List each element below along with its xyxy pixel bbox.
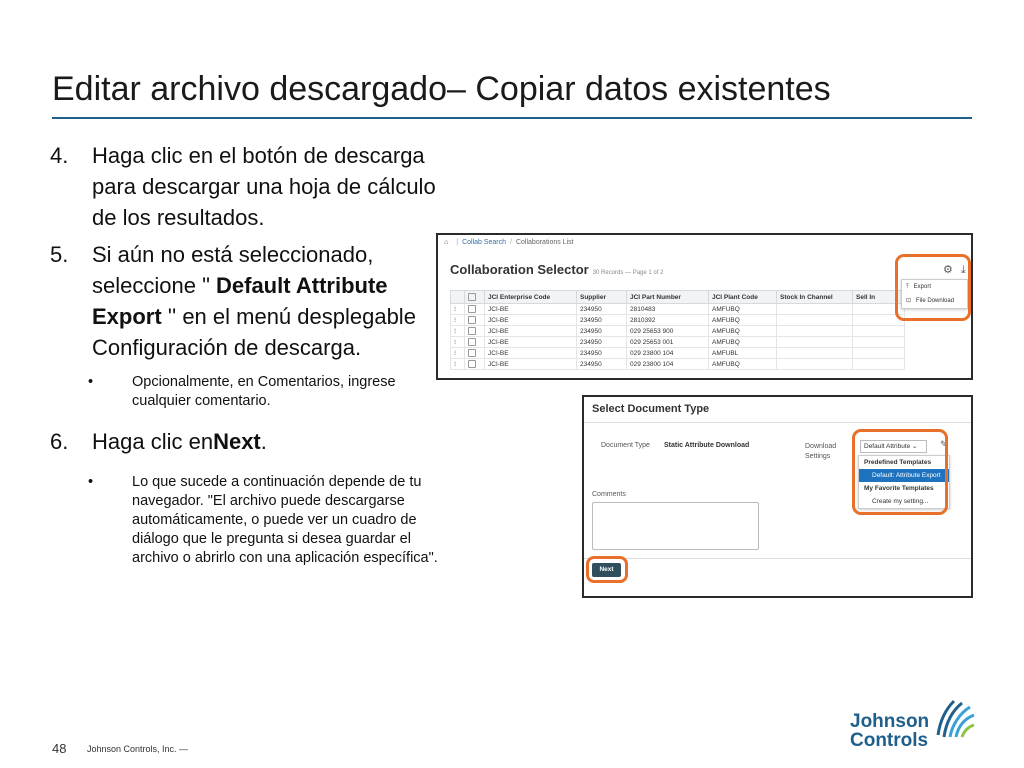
column-header[interactable]: Stock In Channel xyxy=(777,291,853,304)
step-text-post: . xyxy=(260,429,267,454)
bullet-mark: • xyxy=(88,474,94,490)
table-cell: JCI-BE xyxy=(485,348,577,359)
menu-item-label: Export xyxy=(913,284,931,290)
table-cell xyxy=(777,348,853,359)
orange-highlight-frame xyxy=(895,254,971,321)
table-cell: AMFUBQ xyxy=(709,337,777,348)
row-checkbox-cell xyxy=(465,348,485,359)
step-6 xyxy=(50,426,440,457)
step-text-bold: Next xyxy=(213,429,261,454)
table-row[interactable] xyxy=(451,326,905,337)
column-header[interactable]: JCI Part Number xyxy=(627,291,709,304)
breadcrumb xyxy=(444,239,574,246)
column-header[interactable]: JCI Enterprise Code xyxy=(485,291,577,304)
menu-group-label: My Favorite Templates xyxy=(864,485,934,492)
download-settings-label: Download Settings xyxy=(805,443,837,460)
table-cell: 234950 xyxy=(577,337,627,348)
step-text xyxy=(92,239,440,363)
slide-title: Editar archivo descargado– Copiar datos existentes xyxy=(52,70,831,108)
select-all-checkbox-header xyxy=(465,291,485,304)
table-cell xyxy=(777,304,853,315)
column-header[interactable]: Supplier xyxy=(577,291,627,304)
row-checkbox[interactable] xyxy=(468,349,476,357)
bullet-comments xyxy=(88,373,440,411)
row-checkbox[interactable] xyxy=(468,316,476,324)
table-cell: 234950 xyxy=(577,315,627,326)
table-cell: AMFUBQ xyxy=(709,304,777,315)
step-text xyxy=(92,426,440,457)
screen-title: Collaboration Selector xyxy=(450,262,589,277)
bullet-text: Opcionalmente, en Comentarios, ingrese cualquier comentario. xyxy=(132,374,396,409)
table-cell: 029 23800 104 xyxy=(627,348,709,359)
table-row[interactable] xyxy=(451,337,905,348)
next-button[interactable]: Next xyxy=(592,563,621,577)
logo-fan-icon xyxy=(932,697,976,741)
home-icon[interactable]: ⌂ xyxy=(444,239,449,246)
dialog-title: Select Document Type xyxy=(592,403,710,415)
instruction-list xyxy=(50,140,440,568)
table-cell: JCI-BE xyxy=(485,304,577,315)
step-4 xyxy=(50,140,440,233)
orange-highlight-frame xyxy=(852,429,948,515)
table-header-row xyxy=(451,291,905,304)
breadcrumb-separator: | xyxy=(456,239,459,246)
table-cell xyxy=(853,359,905,370)
breadcrumb-collaborations-list: Collaborations List xyxy=(515,239,574,246)
table-cell xyxy=(777,315,853,326)
divider xyxy=(584,422,971,423)
row-checkbox-cell xyxy=(465,315,485,326)
comments-label: Comments xyxy=(592,491,626,498)
table-cell: JCI-BE xyxy=(485,337,577,348)
row-menu-header xyxy=(451,291,465,304)
table-cell xyxy=(853,348,905,359)
download-icon[interactable]: ⤓ xyxy=(960,264,966,276)
row-checkbox[interactable] xyxy=(468,338,476,346)
select-all-checkbox[interactable] xyxy=(468,293,476,301)
row-menu-icon[interactable]: ⁝ xyxy=(451,315,465,326)
logo-line-1: Johnson xyxy=(850,711,930,732)
column-header[interactable]: JCI Plant Code xyxy=(709,291,777,304)
table-row[interactable] xyxy=(451,315,905,326)
step-number: 6. xyxy=(50,429,69,454)
table-cell: 234950 xyxy=(577,326,627,337)
johnson-controls-logo xyxy=(850,712,929,750)
collaboration-selector-screenshot xyxy=(436,233,973,380)
table-cell: 2810483 xyxy=(627,304,709,315)
table-cell: JCI-BE xyxy=(485,359,577,370)
row-checkbox-cell xyxy=(465,304,485,315)
pencil-icon[interactable]: ✎ xyxy=(940,439,948,449)
table-cell: AMFUBL xyxy=(709,348,777,359)
step-text-pre: Haga clic en xyxy=(92,429,214,454)
row-checkbox[interactable] xyxy=(468,360,476,368)
table-cell: 234950 xyxy=(577,304,627,315)
orange-highlight-frame xyxy=(586,556,628,583)
table-cell: 234950 xyxy=(577,348,627,359)
row-menu-icon[interactable]: ⁝ xyxy=(451,304,465,315)
table-cell: 029 25653 001 xyxy=(627,337,709,348)
step-5 xyxy=(50,239,440,363)
menu-option-default-attribute-export[interactable]: Default: Attribute Export xyxy=(859,469,949,482)
table-cell: AMFUBQ xyxy=(709,326,777,337)
table-row[interactable] xyxy=(451,348,905,359)
row-menu-icon[interactable]: ⁝ xyxy=(451,337,465,348)
table-cell: 029 23800 104 xyxy=(627,359,709,370)
table-cell xyxy=(777,337,853,348)
table-cell: 029 25653 900 xyxy=(627,326,709,337)
table-cell xyxy=(777,359,853,370)
table-cell: AMFUBQ xyxy=(709,315,777,326)
record-count: 30 Records — Page 1 of 2 xyxy=(592,270,664,276)
file-icon: ⊡ xyxy=(906,298,912,304)
row-menu-icon[interactable]: ⁝ xyxy=(451,348,465,359)
bullet-browser xyxy=(88,473,440,568)
table-cell xyxy=(777,326,853,337)
bullet-text: Lo que sucede a continuación depende de tu navegador. "El archivo puede descargarse automáticamente, o puede ver un cuadro de diálogo que le pregunta si desea guardar el archivo o abrirlo con una aplicación específica". xyxy=(132,474,438,566)
row-checkbox[interactable] xyxy=(468,305,476,313)
step-text: Haga clic en el botón de descarga para descargar una hoja de cálculo de los resultados. xyxy=(92,143,436,230)
table-cell xyxy=(853,326,905,337)
chevron-down-icon: ⌄ xyxy=(910,443,918,450)
row-checkbox-cell xyxy=(465,326,485,337)
breadcrumb-collab-search[interactable]: Collab Search xyxy=(462,239,507,246)
step-text-bold: Default Attribute Export xyxy=(92,273,388,329)
title-divider xyxy=(52,117,972,119)
menu-item-label: File Download xyxy=(916,298,955,304)
document-type-label: Document Type xyxy=(601,442,650,449)
table-cell: JCI-BE xyxy=(485,315,577,326)
divider xyxy=(584,558,971,559)
menu-option-create-my-setting[interactable]: Create my setting... xyxy=(872,498,929,505)
step-number: 5. xyxy=(50,242,69,267)
results-table xyxy=(450,290,905,370)
row-checkbox-cell xyxy=(465,337,485,348)
select-document-type-screenshot xyxy=(582,395,973,598)
step-text-pre: Si aún no está seleccionado, seleccione " xyxy=(92,242,374,298)
page-number: 48 xyxy=(52,741,67,756)
row-menu-icon[interactable]: ⁝ xyxy=(451,359,465,370)
menu-group-label: Predefined Templates xyxy=(864,459,932,466)
table-cell: 234950 xyxy=(577,359,627,370)
screen-header xyxy=(450,261,663,279)
step-number: 4. xyxy=(50,143,69,168)
upload-icon: ⤒ xyxy=(906,284,909,290)
row-checkbox[interactable] xyxy=(468,327,476,335)
select-value: Default Attribute xyxy=(864,443,911,450)
table-cell: 2810392 xyxy=(627,315,709,326)
footer-company: Johnson Controls, Inc. — xyxy=(87,744,189,754)
comments-textarea[interactable] xyxy=(592,502,759,550)
table-cell xyxy=(853,337,905,348)
column-header[interactable]: Sell In xyxy=(853,291,905,304)
bullet-mark: • xyxy=(88,374,94,390)
row-menu-icon[interactable]: ⁝ xyxy=(451,326,465,337)
row-checkbox-cell xyxy=(465,359,485,370)
table-row[interactable] xyxy=(451,304,905,315)
table-row[interactable] xyxy=(451,359,905,370)
document-type-value: Static Attribute Download xyxy=(664,442,750,449)
table-cell: JCI-BE xyxy=(485,326,577,337)
logo-line-2: Controls xyxy=(850,730,929,751)
step-text-post: '' en el menú desplegable Configuración de descarga. xyxy=(92,304,416,360)
table-cell: AMFUBQ xyxy=(709,359,777,370)
gear-icon[interactable]: ⚙ xyxy=(943,264,953,276)
breadcrumb-separator: / xyxy=(510,239,512,246)
